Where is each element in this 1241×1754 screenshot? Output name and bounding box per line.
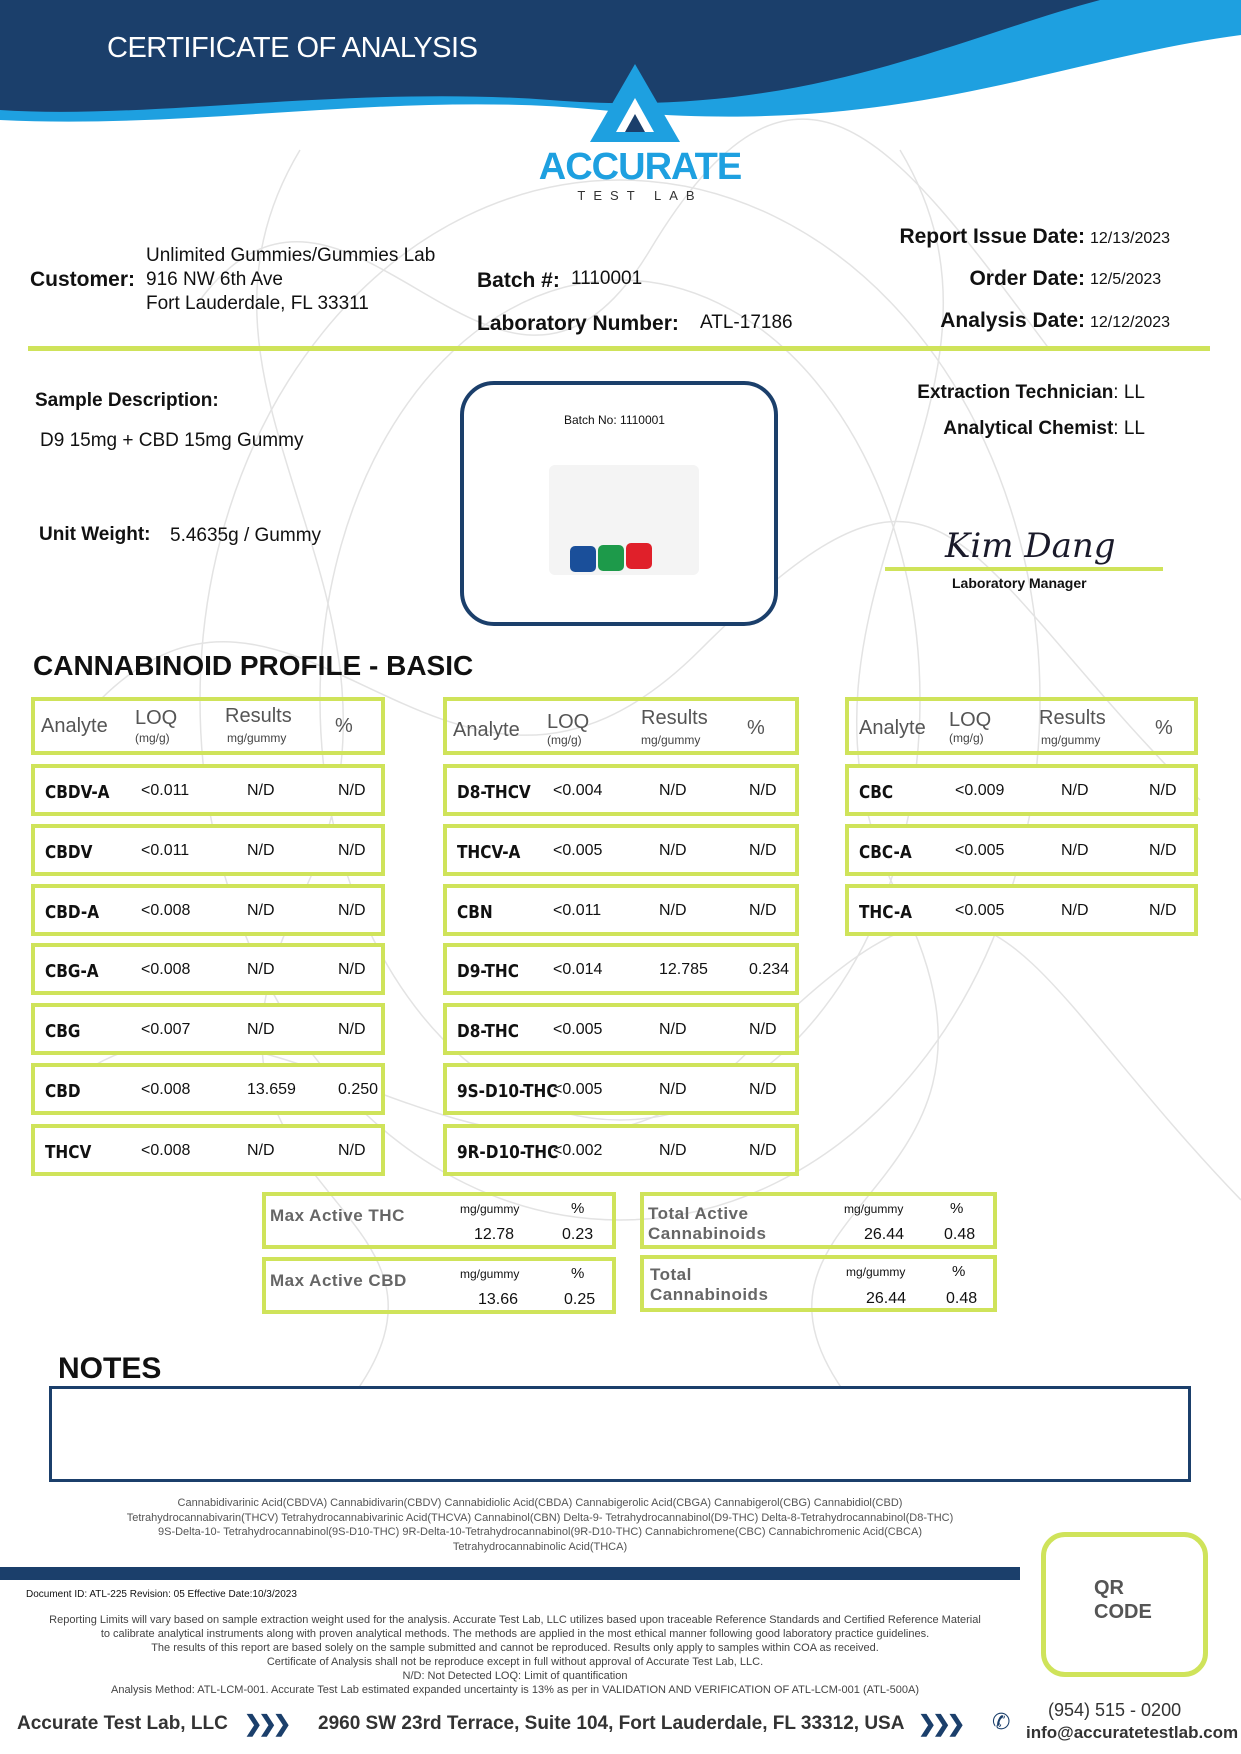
results-cell: N/D xyxy=(659,1142,687,1159)
report-date-value: 12/13/2023 xyxy=(1090,230,1171,247)
percent-cell: N/D xyxy=(338,961,366,978)
table-row xyxy=(845,764,1198,816)
footnote-line: to calibrate analytical instruments along with proven analytical methods. The methods are applied in the most ethical manner following good laboratory practice guidelines. xyxy=(100,1628,930,1640)
max-active-thc-pct: 0.23 xyxy=(562,1226,594,1243)
table-row xyxy=(443,943,799,995)
percent-cell: N/D xyxy=(749,1021,777,1038)
results-cell: N/D xyxy=(247,1142,275,1159)
header-results-unit: mg/gummy xyxy=(227,731,287,745)
analyte-cell: 9S-D10-THC xyxy=(457,1081,558,1102)
sample-description-label: Sample Description: xyxy=(35,390,219,411)
logo-wordmark: ACCURATE xyxy=(538,146,742,188)
document-info: Document ID: ATL-225 Revision: 05 Effective Date:10/3/2023 xyxy=(26,1589,297,1600)
gummy-blue xyxy=(570,546,596,572)
total-cannabinoids-box xyxy=(640,1255,997,1312)
legend-line: Cannabidivarinic Acid(CBDVA) Cannabidivarin(CBDV) Cannabidiolic Acid(CBDA) Cannabigerolic Acid(CBGA) Cannabigerol(CBG) Cannabidiol(CBD) xyxy=(177,1497,903,1509)
gummy-red xyxy=(626,543,652,569)
percent-cell: N/D xyxy=(338,782,366,799)
percent-cell: N/D xyxy=(749,902,777,919)
max-active-cbd-label: Max Active CBD xyxy=(270,1271,407,1290)
analyte-cell: D8-THCV xyxy=(457,782,531,803)
customer-address-1: 916 NW 6th Ave xyxy=(146,269,283,290)
percent-cell: N/D xyxy=(749,782,777,799)
header-results-unit: mg/gummy xyxy=(641,733,701,747)
max-active-cbd-mg: 13.66 xyxy=(478,1291,519,1308)
order-date-label: Order Date: xyxy=(969,267,1085,290)
loq-cell: <0.008 xyxy=(141,961,191,978)
percent-cell: N/D xyxy=(749,1081,777,1098)
analyte-cell: THCV xyxy=(45,1142,92,1163)
results-cell: 12.785 xyxy=(659,961,708,978)
lab-number-label: Laboratory Number: xyxy=(477,312,679,335)
signature: Kim Dang xyxy=(945,526,1116,566)
loq-cell: <0.011 xyxy=(141,842,190,859)
analytical-chemist: : LL xyxy=(1113,418,1145,439)
results-cell: N/D xyxy=(659,902,687,919)
footnote-line: Analysis Method: ATL-LCM-001. Accurate Test Lab estimated expanded uncertainty is 13% as per in VALIDATION AND VERIFICATION OF ATL-LCM-001 (ATL-500A) xyxy=(110,1684,920,1696)
max-active-thc-box xyxy=(262,1192,616,1249)
analyte-cell: CBD xyxy=(45,1081,81,1102)
footnote-line: The results of this report are based solely on the sample submitted and cannot be reproduced. Results only apply to samples within COA as received. xyxy=(151,1642,879,1654)
manager-title: Laboratory Manager xyxy=(952,575,1087,591)
notes-box xyxy=(49,1386,1191,1482)
loq-cell: <0.009 xyxy=(955,782,1005,799)
qr-label-1: QR xyxy=(1094,1577,1124,1599)
document-title: CERTIFICATE OF ANALYSIS xyxy=(107,32,478,64)
results-cell: N/D xyxy=(659,782,687,799)
customer-label: Customer: xyxy=(30,268,136,291)
unit-pct: % xyxy=(950,1200,964,1217)
qr-code[interactable] xyxy=(1041,1532,1208,1677)
percent-cell: N/D xyxy=(749,842,777,859)
percent-cell: N/D xyxy=(749,1142,777,1159)
results-cell: N/D xyxy=(1061,782,1089,799)
unit-weight: 5.4635g / Gummy xyxy=(170,525,322,546)
max-active-thc-mg: 12.78 xyxy=(474,1226,515,1243)
table-row xyxy=(31,1063,385,1115)
header-loq-unit: (mg/g) xyxy=(547,733,582,747)
loq-cell: <0.014 xyxy=(553,961,603,978)
unit-weight-label: Unit Weight: xyxy=(39,524,151,545)
percent-cell: N/D xyxy=(338,902,366,919)
unit-pct: % xyxy=(571,1200,585,1217)
footer-address: 2960 SW 23rd Terrace, Suite 104, Fort Lauderdale, FL 33312, USA xyxy=(318,1713,905,1734)
logo-subtitle: TEST LAB xyxy=(577,188,703,203)
legend-line: 9S-Delta-10- Tetrahydrocannabinol(9S-D10-THC) 9R-Delta-10-Tetrahydrocannabinol(9R-D10-THC) Cannabichromene(CBC) Cannabichromenic Acid(CBCA) xyxy=(157,1526,922,1538)
loq-cell: <0.002 xyxy=(553,1142,603,1159)
footer-bar xyxy=(0,1567,1020,1580)
total-active-cannabinoids-box xyxy=(640,1192,997,1249)
analytical-chemist-label: Analytical Chemist xyxy=(943,418,1114,439)
order-date-value: 12/5/2023 xyxy=(1090,271,1162,288)
footnotes xyxy=(10,1613,1020,1697)
legend-line: Tetrahydrocannabivarin(THCV) Tetrahydrocannabivarinic Acid(THCVA) Cannabinol(CBN) Delta-9- Tetrahydrocannabinol(D9-THC) Delta-8-Tetrahydrocannabinol(D8-THC) xyxy=(126,1511,954,1524)
percent-cell: N/D xyxy=(1149,782,1177,799)
unit-mg: mg/gummy xyxy=(846,1265,906,1279)
loq-cell: <0.005 xyxy=(955,902,1005,919)
sample-description: D9 15mg + CBD 15mg Gummy xyxy=(40,430,304,451)
analyte-cell: CBDV xyxy=(45,842,93,863)
header-results: Results xyxy=(641,707,708,729)
analyte-cell: CBG-A xyxy=(45,961,99,982)
results-cell: N/D xyxy=(1061,842,1089,859)
footnote-line: N/D: Not Detected LOQ: Limit of quantification xyxy=(402,1670,628,1682)
header-percent: % xyxy=(335,715,353,737)
results-cell: N/D xyxy=(659,1081,687,1098)
extraction-technician: : LL xyxy=(1113,382,1145,403)
unit-mg: mg/gummy xyxy=(460,1267,520,1281)
analysis-date-value: 12/12/2023 xyxy=(1090,314,1171,331)
percent-cell: 0.234 xyxy=(749,961,790,978)
footnote-line: Certificate of Analysis shall not be reproduce except in full without approval of Accurate Test Lab, LLC. xyxy=(266,1656,764,1668)
footer-email[interactable]: info@accuratetestlab.com xyxy=(1026,1723,1239,1742)
header-analyte: Analyte xyxy=(859,717,926,739)
table-row xyxy=(443,1063,799,1115)
analyte-cell: CBD-A xyxy=(45,902,100,923)
qr-label-2: CODE xyxy=(1094,1601,1152,1623)
batch-value: 1110001 xyxy=(571,268,643,289)
header-percent: % xyxy=(747,717,765,739)
header-results: Results xyxy=(225,705,292,727)
header-analyte: Analyte xyxy=(453,719,520,741)
footer-company: Accurate Test Lab, LLC xyxy=(17,1713,228,1734)
header-loq-unit: (mg/g) xyxy=(949,731,984,745)
sample-photo xyxy=(460,381,778,626)
accurate-logo-icon xyxy=(590,64,680,144)
percent-cell: N/D xyxy=(338,1142,366,1159)
table-row xyxy=(31,1124,385,1176)
loq-cell: <0.005 xyxy=(553,842,603,859)
notes-title: NOTES xyxy=(58,1352,162,1385)
chevrons-icon: ❯❯❯ xyxy=(918,1711,962,1736)
analysis-date-label: Analysis Date: xyxy=(940,309,1085,332)
total-active-mg: 26.44 xyxy=(864,1226,905,1243)
chevrons-icon: ❯❯❯ xyxy=(244,1711,288,1736)
analyte-cell: CBDV-A xyxy=(45,782,110,803)
analyte-cell: D8-THC xyxy=(457,1021,519,1042)
table-row xyxy=(443,1124,799,1176)
photo-batch-label: Batch No: xyxy=(564,413,617,427)
loq-cell: <0.005 xyxy=(553,1021,603,1038)
total-active-label-1: Total Active xyxy=(648,1204,749,1223)
extraction-technician-label: Extraction Technician xyxy=(917,382,1114,403)
cannabinoid-legend xyxy=(40,1496,1040,1554)
max-active-cbd-box xyxy=(262,1257,616,1314)
header-loq: LOQ xyxy=(135,707,178,729)
percent-cell: N/D xyxy=(1149,842,1177,859)
legend-line: Tetrahydrocannabinolic Acid(THCA) xyxy=(452,1540,628,1553)
percent-cell: N/D xyxy=(338,1021,366,1038)
phone-icon: ✆ xyxy=(992,1709,1011,1734)
footer-phone[interactable]: (954) 515 - 0200 xyxy=(1048,1700,1182,1720)
table-row xyxy=(845,824,1198,876)
total-label-1: Total xyxy=(650,1265,692,1284)
header-results-unit: mg/gummy xyxy=(1041,733,1101,747)
loq-cell: <0.005 xyxy=(955,842,1005,859)
customer-name: Unlimited Gummies/Gummies Lab xyxy=(146,245,436,266)
results-cell: N/D xyxy=(659,842,687,859)
loq-cell: <0.005 xyxy=(553,1081,603,1098)
table-row xyxy=(31,824,385,876)
unit-mg: mg/gummy xyxy=(844,1202,904,1216)
analyte-cell: D9-THC xyxy=(457,961,519,982)
results-cell: N/D xyxy=(247,842,275,859)
loq-cell: <0.011 xyxy=(553,902,602,919)
max-active-cbd-pct: 0.25 xyxy=(564,1291,596,1308)
results-cell: N/D xyxy=(247,902,275,919)
total-label-2: Cannabinoids xyxy=(650,1285,769,1304)
analyte-cell: CBC-A xyxy=(859,842,912,863)
percent-cell: 0.250 xyxy=(338,1081,379,1098)
loq-cell: <0.007 xyxy=(141,1021,191,1038)
total-pct: 0.48 xyxy=(946,1290,978,1307)
batch-label: Batch #: xyxy=(477,269,560,292)
table-row xyxy=(845,884,1198,936)
customer-address-2: Fort Lauderdale, FL 33311 xyxy=(146,293,369,314)
analyte-cell: CBN xyxy=(457,902,493,923)
analyte-cell: THCV-A xyxy=(457,842,521,863)
results-cell: 13.659 xyxy=(247,1081,296,1098)
table-row xyxy=(443,824,799,876)
unit-pct: % xyxy=(571,1265,585,1282)
table-header-2 xyxy=(443,697,799,755)
table-row xyxy=(31,884,385,936)
total-mg: 26.44 xyxy=(866,1290,907,1307)
unit-pct: % xyxy=(952,1263,966,1280)
unit-mg: mg/gummy xyxy=(460,1202,520,1216)
results-cell: N/D xyxy=(247,1021,275,1038)
table-row xyxy=(443,1003,799,1055)
table-row xyxy=(31,1003,385,1055)
max-active-thc-label: Max Active THC xyxy=(270,1206,405,1225)
results-cell: N/D xyxy=(1061,902,1089,919)
table-header-3 xyxy=(845,697,1198,755)
percent-cell: N/D xyxy=(1149,902,1177,919)
header-analyte: Analyte xyxy=(41,715,108,737)
signature-line xyxy=(885,567,1163,571)
total-active-label-2: Cannabinoids xyxy=(648,1224,767,1243)
loq-cell: <0.008 xyxy=(141,1081,191,1098)
analyte-cell: THC-A xyxy=(859,902,913,923)
analyte-cell: 9R-D10-THC xyxy=(457,1142,559,1163)
results-cell: N/D xyxy=(659,1021,687,1038)
lab-number-value: ATL-17186 xyxy=(700,312,793,333)
gummy-green xyxy=(598,545,624,571)
results-cell: N/D xyxy=(247,782,275,799)
header-loq: LOQ xyxy=(949,709,992,731)
loq-cell: <0.008 xyxy=(141,1142,191,1159)
table-row xyxy=(31,943,385,995)
results-cell: N/D xyxy=(247,961,275,978)
loq-cell: <0.011 xyxy=(141,782,190,799)
divider xyxy=(28,346,1210,351)
percent-cell: N/D xyxy=(338,842,366,859)
header-percent: % xyxy=(1155,717,1173,739)
header-loq-unit: (mg/g) xyxy=(135,731,170,745)
analyte-cell: CBG xyxy=(45,1021,81,1042)
header-results: Results xyxy=(1039,707,1106,729)
analyte-cell: CBC xyxy=(859,782,894,803)
table-row xyxy=(31,764,385,816)
loq-cell: <0.004 xyxy=(553,782,603,799)
table-row xyxy=(443,764,799,816)
header-loq: LOQ xyxy=(547,711,590,733)
photo-batch-value: 1110001 xyxy=(620,413,665,427)
report-date-label: Report Issue Date: xyxy=(899,225,1085,248)
section-title: CANNABINOID PROFILE - BASIC xyxy=(33,650,474,681)
total-active-pct: 0.48 xyxy=(944,1226,976,1243)
footnote-line: Reporting Limits will vary based on sample extraction weight used for the analysis. Accurate Test Lab, LLC utilizes based upon traceable Reference Standards and Certified Reference Material xyxy=(49,1614,981,1626)
loq-cell: <0.008 xyxy=(141,902,191,919)
table-header-1 xyxy=(31,697,385,755)
table-row xyxy=(443,884,799,936)
